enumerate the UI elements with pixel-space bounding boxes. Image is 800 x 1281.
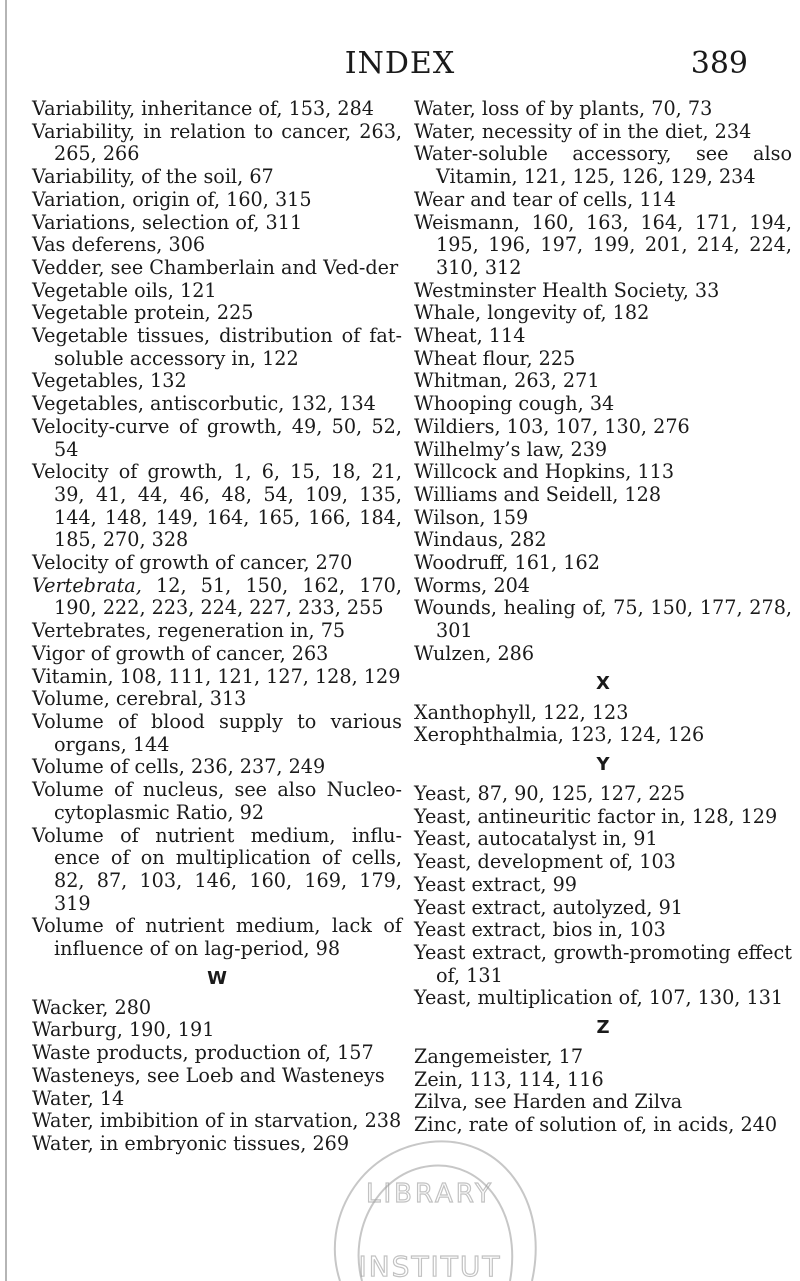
index-entry: Xanthophyll, 122, 123: [414, 700, 629, 724]
section-letter: Z: [596, 1017, 610, 1039]
index-entry: Yeast, 87, 90, 125, 127, 225: [414, 781, 686, 805]
library-stamp: [300, 1130, 560, 1281]
index-entry: Vegetables, antiscorbutic, 132, 134: [32, 392, 376, 416]
index-entry: Vegetables, 132: [32, 369, 187, 393]
index-entry: Wilson, 159: [414, 505, 529, 529]
index-entry: Water, loss of by plants, 70, 73: [414, 97, 713, 120]
index-entry: Volume of nucleus, see also Nucleo-cytoplasmic Ratio, 92: [32, 778, 402, 824]
index-entry: Yeast, development of, 103: [414, 850, 676, 874]
index-entry: Vegetable oils, 121: [32, 278, 217, 302]
index-entry: Wasteneys, see Loeb and Wasteneys: [32, 1063, 385, 1087]
index-entry: Water-soluble accessory, see also Vitamin, 121, 125, 126, 129, 234: [414, 142, 792, 189]
index-entry: Wear and tear of cells, 114: [414, 187, 676, 211]
index-entry: Zangemeister, 17: [414, 1045, 584, 1069]
index-entry: Yeast extract, 99: [414, 872, 578, 896]
index-entry: Variations, selection of, 311: [32, 210, 303, 234]
index-entry: Williams and Seidell, 128: [414, 482, 662, 506]
index-entry: Yeast extract, growth-promoting effect of, 131: [414, 940, 792, 987]
index-entry: Vegetable tissues, distribution of fat-soluble accessory in, 122: [32, 324, 402, 370]
index-entry: Volume of nutrient medium, lack of influence of on lag-period, 98: [32, 914, 402, 961]
index-entry: Xerophthalmia, 123, 124, 126: [414, 723, 705, 747]
section-letter: W: [207, 967, 227, 989]
index-entry: Water, imbibition of in starvation, 238: [32, 1109, 402, 1133]
section-letter: Y: [596, 753, 610, 775]
index-entry: Wacker, 280: [32, 995, 152, 1019]
index-entry: Wilhelmy’s law, 239: [414, 437, 608, 461]
index-entry: Volume of nutrient medium, influ-ence of on multiplication of cells, 82, 87, 103, 146, 160, 169, 179, 319: [32, 823, 402, 915]
index-entry: Warburg, 190, 191: [32, 1018, 215, 1042]
index-entry: Wildiers, 103, 107, 130, 276: [414, 414, 690, 438]
index-entry: Yeast, antineuritic factor in, 128, 129: [414, 804, 778, 828]
index-entry: Whitman, 263, 271: [414, 369, 600, 393]
index-column-right: [414, 98, 792, 1137]
index-entry: Whale, longevity of, 182: [414, 301, 650, 325]
index-entry: Variability, inheritance of, 153, 284: [32, 97, 375, 120]
index-entry: Wheat, 114: [414, 324, 526, 348]
index-entry: Water, necessity of in the diet, 234: [414, 119, 752, 143]
index-entry: Waste products, production of, 157: [32, 1041, 374, 1065]
index-entry: Vedder, see Chamberlain and Ved-der: [32, 255, 399, 279]
index-entry: Yeast extract, bios in, 103: [414, 918, 666, 942]
index-entry: Zein, 113, 114, 116: [414, 1067, 604, 1091]
page-number: 389: [690, 46, 748, 81]
index-entry: Weismann, 160, 163, 164, 171, 194, 195, 196, 197, 199, 201, 214, 224, 310, 312: [414, 210, 792, 279]
index-entry: Wheat flour, 225: [414, 346, 576, 370]
index-entry: Woodruff, 161, 162: [414, 551, 600, 575]
page-header: [0, 44, 800, 84]
index-entry: Worms, 204: [414, 573, 531, 597]
index-entry: Velocity of growth of cancer, 270: [32, 551, 353, 575]
index-entry: Willcock and Hopkins, 113: [414, 460, 675, 484]
index-entry: Whooping cough, 34: [414, 392, 615, 416]
index-entry: Windaus, 282: [414, 528, 547, 552]
index-entry: Vegetable protein, 225: [32, 301, 254, 325]
index-entry: Zinc, rate of solution of, in acids, 240: [414, 1113, 778, 1137]
index-entry: Volume of blood supply to various organs, 144: [32, 709, 402, 756]
section-letter: X: [596, 672, 610, 694]
index-entry: Zilva, see Harden and Zilva: [414, 1090, 683, 1114]
index-entry: [32, 575, 402, 620]
index-entry-pages: 12, 51, 150, 162, 170, 190, 222, 223, 224, 227, 233, 255: [54, 573, 402, 620]
index-entry: Volume of cells, 236, 237, 249: [32, 755, 326, 779]
index-entry: Yeast extract, autolyzed, 91: [414, 895, 683, 919]
index-entry: Water, in embryonic tissues, 269: [32, 1131, 350, 1155]
index-entry: Westminster Health Society, 33: [414, 278, 720, 302]
index-column-left: [32, 98, 402, 1156]
index-entry: Yeast, autocatalyst in, 91: [414, 827, 658, 851]
stamp-text-bottom: INSTITUT: [358, 1250, 502, 1281]
index-entry: Yeast, multiplication of, 107, 130, 131: [414, 986, 784, 1010]
index-entry: Vitamin, 108, 111, 121, 127, 128, 129: [32, 664, 401, 688]
index-entry: Variation, origin of, 160, 315: [32, 187, 312, 211]
page-title: INDEX: [344, 46, 456, 81]
index-entry: Volume, cerebral, 313: [32, 687, 247, 711]
index-entry: Velocity of growth, 1, 6, 15, 18, 21, 39, 41, 44, 46, 48, 54, 109, 135, 144, 148, 149, 164, 165, 166, 184, 185, 270, 328: [32, 460, 402, 552]
index-entry-term: Vertebrata,: [32, 573, 142, 597]
index-entry: Variability, of the soil, 67: [32, 165, 274, 189]
index-entry: Vertebrates, regeneration in, 75: [32, 619, 346, 643]
index-entry: Wounds, healing of, 75, 150, 177, 278, 301: [414, 596, 792, 643]
index-entry: Vigor of growth of cancer, 263: [32, 641, 329, 665]
index-entry: Water, 14: [32, 1086, 125, 1110]
index-entry: Velocity-curve of growth, 49, 50, 52, 54: [32, 414, 402, 461]
index-entry: Wulzen, 286: [414, 641, 535, 665]
stamp-text-top: LIBRARY: [365, 1179, 495, 1209]
index-entry: Variability, in relation to cancer, 263, 265, 266: [32, 119, 402, 166]
page-edge-rule: [5, 0, 7, 1281]
index-entry: Vas deferens, 306: [32, 233, 206, 257]
